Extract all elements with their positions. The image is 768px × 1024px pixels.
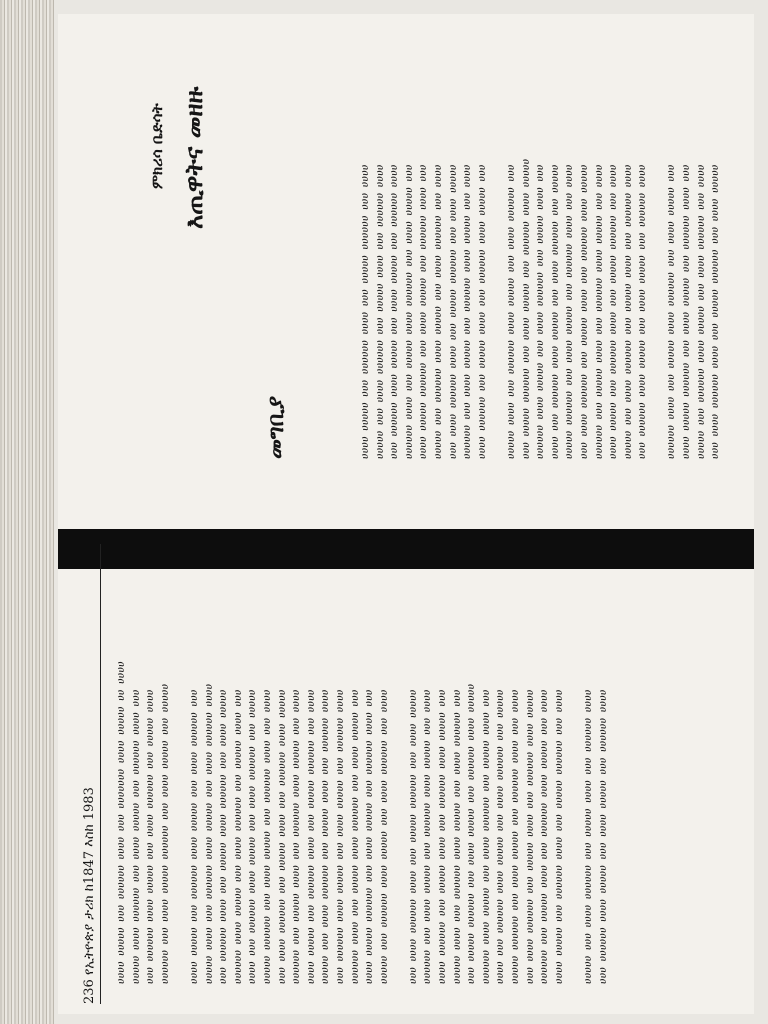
article-heading-block	[138, 39, 348, 459]
running-head: 236 የኢትዮጵያ ታሪክ ከ1847 እስከ 1983	[82, 544, 101, 1004]
top-body-text	[114, 544, 634, 984]
running-head-region	[82, 544, 108, 1004]
rotated-text-stage	[58, 14, 754, 1014]
scan-margin-strip	[0, 0, 54, 1024]
section-heading: መግቢያ	[264, 395, 289, 459]
bottom-body-text	[358, 39, 748, 459]
illegible-text-block: ሀሀሀሀ ሀሀሀሀሀ ሀሀሀ ሀሀሀሀሀሀ ሀሀሀሀ ሀሀሀ ሀሀሀሀሀሀሀ ሀሀሀሀ ሀሀሀሀሀ ሀሀ ሀሀሀሀ ሀሀሀሀሀ ሀሀሀሀ ሀሀሀሀሀሀ ሀሀሀ ሀሀሀሀ ሀሀሀሀሀ ሀሀሀ ሀሀሀሀሀሀ ሀሀሀሀ ሀሀሀ ሀሀሀ ሀሀሀሀሀሀ ሀሀሀሀ ሀሀሀሀሀ ሀሀሀ ሀሀሀሀ ሀሀሀሀሀሀ ሀሀሀ ሀሀሀሀሀ ሀሀሀሀ ሀሀሀሀሀሀ ሀሀሀ ሀሀሀሀ ሀሀሀሀሀ ሀሀሀሀሀሀ ሀሀሀ ሀሀሀሀ ሀሀሀሀሀ ሀሀሀ ሀሀሀሀሀ ሀሀሀሀ ሀሀሀሀሀ ሀሀሀ ሀሀሀሀሀሀ ሀሀሀሀ ሀሀሀሀሀ ሀሀሀ ሀሀሀሀ ሀሀሀሀሀሀ ሀሀሀ ሀሀሀሀሀ ሀሀሀሀ ሀሀሀ ሀሀሀሀሀሀ ሀሀሀሀ ሀሀሀሀሀ ሀሀሀ ሀሀሀሀ ሀሀሀሀሀሀ ሀሀሀሀ ሀሀሀ ሀሀሀሀሀሀ ሀሀሀሀ ሀሀሀ ሀሀሀሀሀ ሀሀሀሀ ሀሀሀሀሀሀ ሀሀሀ ሀሀሀሀ ሀሀሀሀሀ ሀሀሀሀሀሀ ሀሀሀሀ ሀሀሀሀሀ ሀሀሀ ሀሀሀሀ ሀሀሀሀሀሀ ሀሀሀ ሀሀሀሀሀ ሀሀሀሀ ሀሀሀ ሀሀሀሀ ሀሀሀ ሀሀሀሀሀሀ ሀሀሀሀ ሀሀሀሀሀ ሀሀሀ ሀሀሀሀ ሀሀሀሀሀሀ ሀሀሀ ሀሀሀሀሀ ሀሀሀሀሀ ሀሀሀሀሀሀ ሀሀሀ ሀሀሀሀ ሀሀሀሀሀ ሀሀሀ ሀሀሀሀሀሀ ሀሀሀሀ ሀሀሀ ሀሀሀሀ ሀሀሀ ሀሀሀሀ ሀሀሀሀሀሀ ሀሀሀ ሀሀሀሀሀ ሀሀሀሀ ሀሀሀ ሀሀሀሀሀሀ ሀሀሀሀ ሀሀሀሀሀ ሀሀሀሀሀሀ ሀሀሀ ሀሀሀሀሀ ሀሀሀሀ ሀሀሀ ሀሀሀሀሀሀ ሀሀሀሀ ሀሀሀሀሀ ሀሀሀ ሀሀሀሀ ሀሀሀሀ ሀሀሀሀሀ ሀሀሀ ሀሀሀሀሀሀ ሀሀሀሀ ሀሀሀ ሀሀሀሀሀ ሀሀሀሀሀሀ ሀሀሀ ሀሀሀሀ ሀሀሀሀሀ ሀሀሀ ሀሀሀሀ ሀሀሀሀሀሀ ሀሀሀ ሀሀሀሀሀ ሀሀሀሀ ሀሀሀ ሀሀሀሀሀሀ ሀሀሀሀ ሀሀሀ ሀሀሀሀሀሀ ሀሀሀሀ ሀሀሀሀሀ ሀሀሀ ሀሀሀሀ ሀሀሀሀሀ ሀሀሀ ሀሀሀሀሀሀ ሀሀሀሀ ሀሀሀሀሀሀ ሀሀሀሀ ሀሀሀ ሀሀሀሀሀ ሀሀሀሀ ሀሀሀሀሀሀ ሀሀሀ ሀሀሀሀ ሀሀሀሀሀ ሀሀሀ ሀሀሀሀ ሀሀሀሀሀ ሀሀሀሀሀሀ ሀሀሀ ሀሀሀሀ ሀሀሀሀሀ ሀሀሀ ሀሀሀሀሀሀ ሀሀሀሀ ሀሀሀ ሀሀሀሀሀ ሀሀሀ ሀሀሀሀሀሀ ሀሀሀሀ ሀሀሀሀሀ ሀሀሀ ሀሀሀሀ ሀሀሀሀሀሀ ሀሀሀ ሀሀሀሀ ሀሀሀ ሀሀሀሀ ሀሀሀሀሀሀ ሀሀሀሀ ሀሀሀ ሀሀሀሀሀ ሀሀሀሀሀሀ ሀሀሀ ሀሀሀሀ ሀሀሀሀሀ ሀሀሀሀሀሀ ሀሀሀ ሀሀሀሀ ሀሀሀሀሀ ሀሀሀ ሀሀሀሀሀሀ ሀሀሀሀ ሀሀሀሀሀ ሀሀሀ ሀሀሀሀ ሀሀሀሀ ሀሀሀሀሀሀ ሀሀሀ ሀሀሀሀሀ ሀሀሀሀ ሀሀሀ ሀሀሀሀሀሀ ሀሀሀሀ ሀሀሀሀሀ ሀሀሀ ሀሀሀሀሀ ሀሀሀሀ ሀሀሀ ሀሀሀሀሀሀ ሀሀሀሀ ሀሀሀሀሀ ሀሀሀ ሀሀሀሀ ሀሀሀሀሀሀ ሀሀሀ ሀሀሀ ሀሀሀሀሀ ሀሀሀሀሀሀ ሀሀሀ ሀሀሀሀ ሀሀሀሀሀ ሀሀሀ ሀሀሀሀሀሀ ሀሀሀሀ ሀሀሀሀሀ ሀሀሀሀሀሀ ሀሀሀሀ ሀሀሀሀሀ ሀሀሀ ሀሀሀሀ ሀሀሀሀሀሀ ሀሀሀ ሀሀሀሀሀ ሀሀሀሀ ሀሀሀ ሀሀሀሀ ሀሀሀ ሀሀሀሀሀሀ ሀሀሀሀ ሀሀሀሀሀ ሀሀሀ ሀሀሀሀ ሀሀሀሀሀሀ ሀሀሀ ሀሀሀሀሀ ሀሀሀሀሀ ሀሀሀሀሀሀ ሀሀሀ ሀሀሀሀ ሀሀሀሀሀ ሀሀሀ ሀሀሀሀሀሀ ሀሀሀሀ ሀሀሀ ሀሀሀሀ ሀሀሀ ሀሀሀሀ ሀሀሀሀሀሀ ሀሀሀ ሀሀሀሀሀ ሀሀሀሀ ሀሀሀ ሀሀሀሀሀሀ ሀሀሀሀ ሀሀሀሀሀ ሀሀሀሀሀሀ ሀሀሀ ሀሀሀሀሀ ሀሀሀሀ ሀሀሀ ሀሀሀሀሀሀ ሀሀሀሀ ሀሀሀሀሀ ሀሀሀ ሀሀሀሀ ሀሀሀሀ ሀሀሀሀሀ ሀሀሀ ሀሀሀሀሀሀ ሀሀሀሀ ሀሀሀ ሀሀሀሀሀ ሀሀሀሀሀሀ ሀሀሀ ሀሀሀሀ ሀሀሀሀሀ ሀሀሀ ሀሀሀሀ ሀሀሀሀሀሀ ሀሀሀ ሀሀሀሀሀ ሀሀሀሀ ሀሀሀ ሀሀሀሀሀሀ ሀሀሀሀ ሀሀሀ ሀሀሀሀሀሀ ሀሀሀሀ ሀሀሀሀሀ ሀሀሀ ሀሀሀሀ ሀሀሀሀሀ ሀሀሀ ሀሀሀሀሀሀ ሀሀሀሀ	[115, 661, 609, 984]
illegible-text-block: ሀሀሀሀ ሀሀሀሀሀ ሀሀሀ ሀሀሀሀሀሀ ሀሀሀሀ ሀሀሀ ሀሀሀሀሀ ሀሀሀሀሀሀ ሀሀሀ ሀሀሀሀ ሀሀሀሀሀ ሀሀሀ ሀሀሀሀ ሀሀሀሀሀሀ ሀሀሀ ሀሀሀሀሀ ሀሀሀሀ ሀሀሀ ሀሀሀሀሀሀ ሀሀሀሀ ሀሀሀ ሀሀሀሀሀሀ ሀሀሀሀ ሀሀሀሀሀ ሀሀሀ ሀሀሀሀ ሀሀሀሀሀ ሀሀሀ ሀሀሀሀሀሀ ሀሀሀሀ ሀሀሀሀሀሀ ሀሀሀሀ ሀሀሀ ሀሀሀሀሀ ሀሀሀሀ ሀሀሀሀሀሀ ሀሀሀ ሀሀሀሀ ሀሀሀሀሀ ሀሀሀ ሀሀሀሀ ሀሀሀሀሀ ሀሀሀሀሀሀ ሀሀሀ ሀሀሀሀ ሀሀሀሀሀ ሀሀሀ ሀሀሀሀሀሀ ሀሀሀሀ ሀሀሀ ሀሀሀሀሀ ሀሀሀ ሀሀሀሀሀሀ ሀሀሀሀ ሀሀሀሀሀ ሀሀሀ ሀሀሀሀ ሀሀሀሀሀሀ ሀሀሀ ሀሀሀሀ ሀሀሀ ሀሀሀሀ ሀሀሀሀሀሀ ሀሀሀሀ ሀሀሀ ሀሀሀሀሀ ሀሀሀሀሀሀ ሀሀሀ ሀሀሀሀ ሀሀሀሀሀ ሀሀሀሀሀሀ ሀሀሀ ሀሀሀሀ ሀሀሀሀሀ ሀሀሀ ሀሀሀሀሀሀ ሀሀሀሀ ሀሀሀሀሀ ሀሀሀ ሀሀሀሀ ሀሀሀሀ ሀሀሀሀሀሀ ሀሀሀ ሀሀሀሀሀ ሀሀሀሀ ሀሀሀ ሀሀሀሀሀሀ ሀሀሀሀ ሀሀሀሀሀ ሀሀሀ ሀሀሀሀሀ ሀሀሀሀ ሀሀሀ ሀሀሀሀሀሀ ሀሀሀሀ ሀሀሀሀሀ ሀሀሀ ሀሀሀሀ ሀሀሀሀሀሀ ሀሀሀ ሀሀሀ ሀሀሀሀሀ ሀሀሀሀሀሀ ሀሀሀ ሀሀሀሀ ሀሀሀሀሀ ሀሀሀ ሀሀሀሀሀሀ ሀሀሀሀ ሀሀሀሀሀ ሀሀሀሀሀሀ ሀሀሀሀ ሀሀሀሀሀ ሀሀሀ ሀሀሀሀ ሀሀሀሀሀሀ ሀሀሀ ሀሀሀሀሀ ሀሀሀሀ ሀሀሀ ሀሀሀሀ ሀሀሀ ሀሀሀሀሀሀ ሀሀሀሀ ሀሀሀሀሀ ሀሀሀ ሀሀሀሀ ሀሀሀሀሀሀ ሀሀሀ ሀሀሀሀሀ ሀሀሀሀሀ ሀሀሀሀሀሀ ሀሀሀ ሀሀሀሀ ሀሀሀሀሀ ሀሀሀ ሀሀሀሀሀሀ ሀሀሀሀ ሀሀሀ ሀሀሀሀ ሀሀሀ ሀሀሀሀ ሀሀሀሀሀሀ ሀሀሀ ሀሀሀሀሀ ሀሀሀሀ ሀሀሀ ሀሀሀሀሀሀ ሀሀሀሀ ሀሀሀሀሀ ሀሀሀሀሀሀ ሀሀሀ ሀሀሀሀሀ ሀሀሀሀ ሀሀሀ ሀሀሀሀሀሀ ሀሀሀሀ ሀሀሀሀሀ ሀሀሀ ሀሀሀሀ ሀሀሀሀ ሀሀሀሀሀ ሀሀሀ ሀሀሀሀሀሀ ሀሀሀሀ ሀሀሀ ሀሀሀሀሀ ሀሀሀሀሀሀ ሀሀሀ ሀሀሀሀ ሀሀሀሀሀ ሀሀሀ ሀሀሀሀ ሀሀሀሀሀሀ ሀሀሀ ሀሀሀሀሀ ሀሀሀሀ ሀሀሀ ሀሀሀሀሀሀ ሀሀሀሀ ሀሀሀ ሀሀሀሀሀሀ ሀሀሀሀ ሀሀሀሀሀ ሀሀሀ ሀሀሀሀ ሀሀሀሀሀ ሀሀሀ ሀሀሀሀሀሀ ሀሀሀሀ ሀሀሀሀሀሀ ሀሀሀሀ ሀሀሀ ሀሀሀሀሀ ሀሀሀሀ ሀሀሀሀሀሀ ሀሀሀ ሀሀሀሀ ሀሀሀሀሀ ሀሀሀ ሀሀሀሀ ሀሀሀሀሀ ሀሀሀሀሀሀ ሀሀሀ ሀሀሀሀ ሀሀሀሀሀ ሀሀሀ ሀሀሀሀሀሀ ሀሀሀሀ ሀሀሀ ሀሀሀሀሀ ሀሀሀ ሀሀሀሀሀሀ ሀሀሀሀ ሀሀሀሀሀ ሀሀሀ ሀሀሀሀ ሀሀሀሀሀሀ ሀሀሀ ሀሀሀሀ ሀሀሀ ሀሀሀሀ ሀሀሀሀሀሀ ሀሀሀሀ ሀሀሀ ሀሀሀሀሀ ሀሀሀሀሀሀ ሀሀሀ ሀሀሀሀ ሀሀሀሀሀ	[359, 158, 722, 459]
article-title: እጢዋትና መዘዙ	[180, 86, 208, 229]
author-name: ምክሪሳ ቤድሳት	[148, 103, 166, 189]
page-sheet	[58, 14, 754, 1014]
